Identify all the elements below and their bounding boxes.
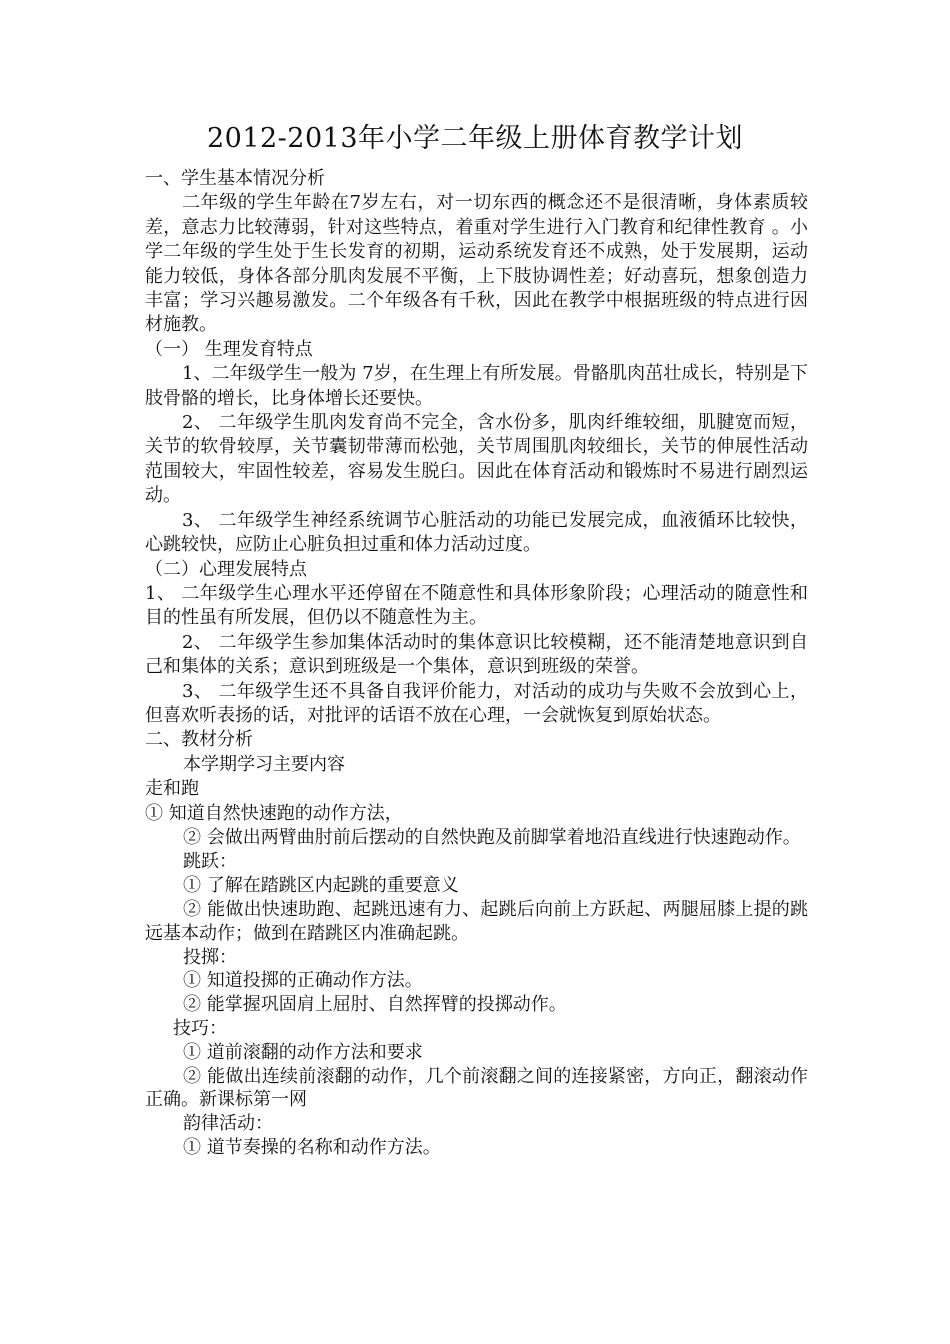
topic-label: 技巧： bbox=[173, 1017, 227, 1039]
topic-label: 走和跑 bbox=[145, 778, 199, 800]
list-item: ② 会做出两臂曲肘前后摆动的自然快跑及前脚掌着地沿直线进行快速跑动作。 bbox=[183, 826, 801, 848]
subsection-heading: （二）心理发展特点 bbox=[145, 558, 307, 580]
document-body bbox=[145, 167, 808, 1160]
section-heading: 二、教材分析 bbox=[145, 729, 253, 751]
list-item: ② 能做出连续前滚翻的动作，几个前滚翻之间的连接紧密，方向正，翻滚动作正确。新课标第一网 bbox=[145, 1065, 808, 1111]
list-item: ① 道节奏操的名称和动作方法。 bbox=[183, 1136, 441, 1158]
paragraph: 本学期学习主要内容 bbox=[183, 753, 345, 775]
topic-label: 跳跃： bbox=[183, 851, 237, 873]
list-item: ① 知道投掷的正确动作方法。 bbox=[183, 970, 423, 992]
paragraph: 2、 二年级学生肌肉发育尚不完全，含水份多，肌肉纤维较细，肌腱宽而短，关节的软骨较厚，关节囊韧带薄而松弛，关节周围肌肉较细长，关节的伸展性活动范围较大，牢固性较差，容易发生脱臼。因此在体育活动和锻炼时不易进行剧烈运动。 bbox=[145, 412, 808, 507]
paragraph: 1、 二年级学生心理水平还停留在不随意性和具体形象阶段；心理活动的随意性和目的性虽有所发展，但仍以不随意性为主。 bbox=[145, 582, 808, 629]
paragraph: 2、 二年级学生参加集体活动时的集体意识比较模糊，还不能清楚地意识到自己和集体的关系；意识到班级是一个集体，意识到班级的荣誉。 bbox=[145, 631, 808, 678]
paragraph: 3、 二年级学生还不具备自我评价能力，对活动的成功与失败不会放到心上，但喜欢听表扬的话，对批评的话语不放在心理，一会就恢复到原始状态。 bbox=[145, 680, 808, 726]
list-item: ② 能掌握巩固肩上屈肘、自然挥臂的投掷动作。 bbox=[183, 994, 567, 1016]
paragraph: 3、 二年级学生神经系统调节心脏活动的功能已发展完成，血液循环比较快，心跳较快，应防止心脏负担过重和体力活动过度。 bbox=[145, 509, 808, 556]
topic-label: 投掷： bbox=[183, 946, 237, 968]
document-title: 2012-2013年小学二年级上册体育教学计划 bbox=[206, 123, 744, 154]
list-item: ② 能做出快速助跑、起跳迅速有力、起跳后向前上方跃起、两腿屈膝上提的跳远基本动作；做到在踏跳区内准确起跳。 bbox=[145, 898, 808, 944]
subsection-heading: （一） 生理发育特点 bbox=[145, 338, 313, 360]
list-item: ① 知道自然快速跑的动作方法， bbox=[145, 802, 403, 824]
list-item: ① 道前滚翻的动作方法和要求 bbox=[183, 1041, 423, 1063]
topic-label: 韵律活动： bbox=[183, 1113, 273, 1135]
list-item: ① 了解在踏跳区内起跳的重要意义 bbox=[183, 875, 459, 897]
paragraph: 二年级的学生年龄在7岁左右，对一切东西的概念还不是很清晰，身体素质较差，意志力比较薄弱，针对这些特点，着重对学生进行入门教育和纪律性教育 。小学二年级的学生处于生长发育的初期，运动系统发育还不成熟，处于发展期，运动能力较低，身体各部分肌肉发展不平衡，上下肢协调性差；好动喜玩，想象创造力丰富；学习兴趣易激发。二个年级各有千秋，因此在教学中根据班级的特点进行因材施教。 bbox=[145, 192, 808, 336]
paragraph: 1、二年级学生一般为 7岁，在生理上有所发展。骨骼肌肉茁壮成长，特别是下肢骨骼的增长，比身体增长还要快。 bbox=[145, 363, 808, 409]
section-heading: 一、学生基本情况分析 bbox=[145, 168, 325, 189]
